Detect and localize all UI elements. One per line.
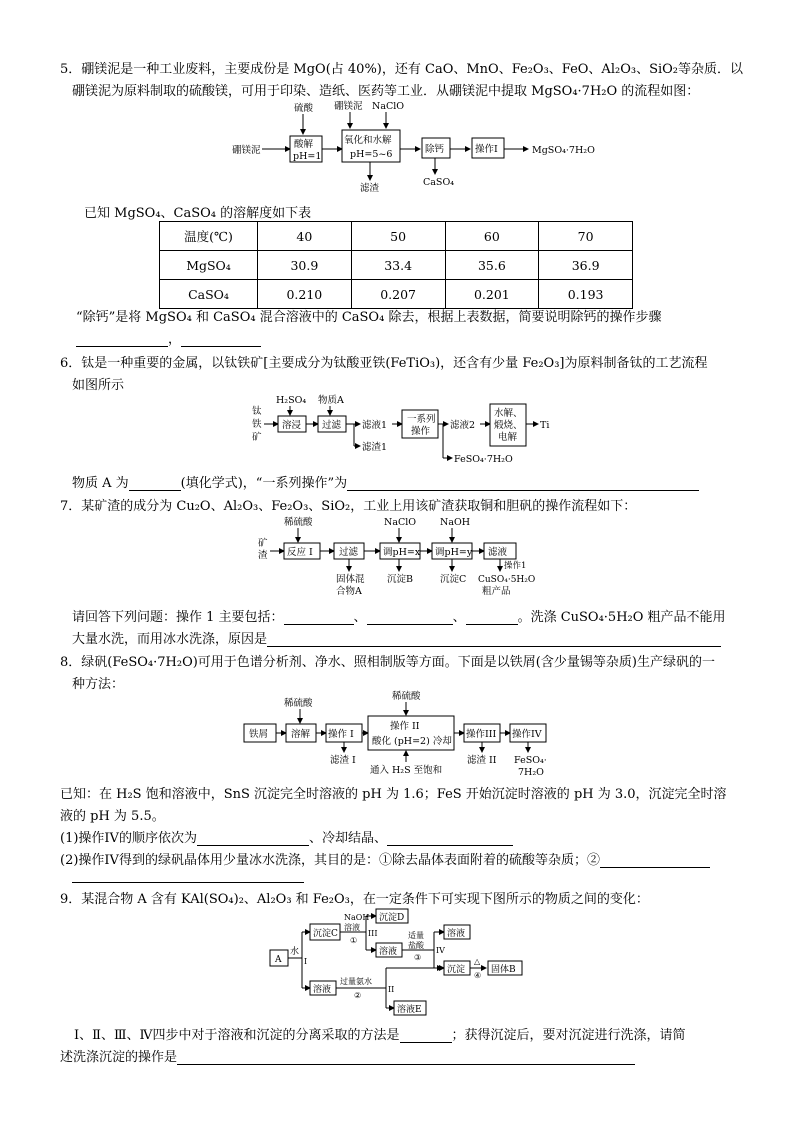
q5-ask: “除钙”是将 MgSO₄ 和 CaSO₄ 混合溶液中的 CaSO₄ 除去，根据上表数据，简要说明除钙的操作步骤 bbox=[76, 310, 662, 325]
q8-b4a: 操作 II bbox=[390, 721, 420, 732]
q8-b3: 操作 I bbox=[328, 729, 354, 740]
q7-b4: 调pH=y bbox=[435, 547, 473, 558]
q7-b5: 滤液 bbox=[488, 547, 508, 558]
answer-blank[interactable] bbox=[197, 832, 309, 846]
answer-blank[interactable] bbox=[600, 854, 710, 868]
answer-blank[interactable] bbox=[181, 333, 261, 347]
q5-reagent2: 硼镁泥 bbox=[334, 101, 363, 112]
q7-r2: NaClO bbox=[384, 517, 417, 528]
q5-box2-b: pH=5~6 bbox=[350, 149, 393, 160]
q7-flowchart bbox=[256, 513, 546, 601]
q6-end: Ti bbox=[540, 420, 550, 431]
table-row bbox=[160, 251, 633, 280]
q9-c2: ② bbox=[354, 991, 362, 1000]
q9-ans1: Ⅰ、Ⅱ、Ⅲ、Ⅳ四步中对于溶液和沉淀的分离采取的方法是 bbox=[74, 1028, 400, 1043]
q9-water: 水 bbox=[290, 947, 300, 957]
q5-reagent3: NaClO bbox=[372, 101, 405, 112]
q6-ans1: 物质 A 为 bbox=[72, 476, 129, 491]
answer-blank[interactable] bbox=[400, 1029, 452, 1043]
answer-blank[interactable] bbox=[387, 832, 513, 846]
answer-blank[interactable] bbox=[466, 611, 518, 625]
answer-blank[interactable] bbox=[284, 611, 354, 625]
q8-r2: 稀硫酸 bbox=[392, 691, 421, 702]
q8-b6: 操作IV bbox=[512, 729, 542, 740]
q7-sep: 、 bbox=[452, 610, 466, 625]
q7-ans2: 大量水洗，而用冰水洗涤，原因是 bbox=[72, 632, 268, 647]
q8-b2: 溶解 bbox=[291, 729, 311, 740]
answer-blank[interactable] bbox=[72, 870, 304, 883]
q7-answer-line1 bbox=[72, 606, 726, 625]
q9-l3: 溶液 bbox=[313, 985, 332, 995]
table-cell: 35.6 bbox=[445, 251, 539, 280]
q6-b4c: 电解 bbox=[498, 432, 518, 443]
q5-known: 已知 MgSO₄、CaSO₄ 的溶解度如下表 bbox=[84, 206, 312, 221]
q8-line2: 种方法： bbox=[72, 677, 125, 692]
q5-box4: 操作I bbox=[475, 144, 498, 155]
q5-box1-a: 酸解 bbox=[294, 139, 314, 150]
table-cell: 0.210 bbox=[258, 280, 352, 309]
q6-ans2: (填化学式)，“一系列操作”为 bbox=[180, 476, 348, 491]
answer-blank[interactable] bbox=[129, 477, 181, 491]
q7-start-1: 矿 bbox=[258, 538, 268, 549]
q6-f2b: FeSO₄·7H₂O bbox=[454, 454, 513, 465]
table-cell: 60 bbox=[445, 222, 539, 251]
q7-line1: 7．某矿渣的成分为 Cu₂O、Al₂O₃、Fe₂O₃、SiO₂，工业上用该矿渣获取铜和胆矾的操作流程如下： bbox=[60, 499, 637, 514]
q5-line1: 5．硼镁泥是一种工业废料，主要成份是 MgO(占 40%)，还有 CaO、MnO、Fe₂O₃、FeO、Al₂O₃、SiO₂等杂质．以 bbox=[60, 62, 743, 77]
q7-answer-line2 bbox=[72, 628, 721, 647]
q5-line2: 硼镁泥为原料制取的硫酸镁，可用于印染、造纸、医药等工业．从硼镁泥中提取 MgSO₄·7H₂O 的流程如图： bbox=[72, 84, 700, 99]
q8-o6b: 7H₂O bbox=[518, 767, 544, 778]
q6-answer-line bbox=[72, 472, 699, 491]
q6-r2: 物质A bbox=[318, 395, 344, 406]
q9-ans2: 述洗涤沉淀的操作是 bbox=[60, 1050, 178, 1065]
q9-hcl2: 盐酸 bbox=[408, 941, 424, 950]
table-cell: 0.207 bbox=[351, 280, 445, 309]
table-cell: 0.193 bbox=[539, 280, 633, 309]
q9-l1: 溶液 bbox=[379, 947, 398, 957]
q9-l2: 溶液 bbox=[447, 929, 466, 939]
q7-b3: 调pH=x bbox=[383, 547, 421, 558]
q7-o5b: CuSO₄·5H₂O bbox=[478, 575, 536, 585]
q7-o2b: 合物A bbox=[336, 586, 362, 597]
table-cell: 0.201 bbox=[445, 280, 539, 309]
q6-f2: 滤液2 bbox=[450, 420, 476, 431]
q8-known1: 已知：在 H₂S 饱和溶液中，SnS 沉淀完全时溶液的 pH 为 1.6；FeS 开始沉淀时溶液的 pH 为 3.0，沉淀完全时溶 bbox=[60, 787, 727, 802]
table-cell: CaSO₄ bbox=[160, 280, 258, 309]
q6-r1: H₂SO₄ bbox=[276, 395, 307, 406]
q6-b3a: 一系列 bbox=[407, 414, 436, 425]
q8-sub2: (2)操作IV得到的绿矾晶体用少量冰水洗涤，其目的是：①除去晶体表面附着的硫酸等杂质；② bbox=[60, 853, 600, 868]
q9-sol: 溶液 bbox=[344, 923, 360, 932]
table-row bbox=[160, 222, 633, 251]
q8-o5: 滤渣 II bbox=[467, 755, 497, 766]
q7-o3: 沉淀B bbox=[387, 574, 413, 585]
table-cell: 30.9 bbox=[258, 251, 352, 280]
q8-r1: 稀硫酸 bbox=[284, 698, 313, 709]
q9-e: 溶液E bbox=[397, 1005, 422, 1015]
q8-o3: 滤渣 I bbox=[330, 755, 356, 766]
q7-r1: 稀硫酸 bbox=[284, 517, 313, 528]
q6-b2: 过滤 bbox=[322, 420, 342, 431]
q6-b3b: 操作 bbox=[411, 426, 431, 437]
q9-c3: ③ bbox=[414, 953, 422, 962]
q8-o6a: FeSO₄· bbox=[514, 755, 547, 766]
q5-box2-a: 氧化和水解 bbox=[344, 135, 392, 146]
table-cell: MgSO₄ bbox=[160, 251, 258, 280]
q8-o4: 通入 H₂S 至饱和 bbox=[370, 765, 443, 776]
q5-product: MgSO₄·7H₂O bbox=[532, 145, 595, 156]
answer-blank[interactable] bbox=[367, 611, 453, 625]
q8-b5: 操作III bbox=[466, 729, 497, 740]
answer-blank[interactable] bbox=[347, 477, 699, 491]
q8-b1: 铁屑 bbox=[249, 729, 269, 740]
table-cell: 温度(℃) bbox=[160, 222, 258, 251]
q6-flowchart bbox=[250, 392, 560, 467]
q5-comma: ， bbox=[168, 332, 182, 347]
q9-flowchart bbox=[268, 908, 538, 1018]
q7-sep: 、 bbox=[353, 610, 367, 625]
q6-f1b: 滤渣1 bbox=[362, 442, 388, 453]
answer-blank[interactable] bbox=[177, 1051, 635, 1065]
q7-r3: NaOH bbox=[440, 517, 471, 528]
q7-start-2: 渣 bbox=[258, 550, 268, 561]
q8-sub1: (1)操作IV的顺序依次为 bbox=[60, 831, 197, 846]
q6-b4b: 煅烧、 bbox=[494, 420, 523, 431]
q5-reagent1: 硫酸 bbox=[294, 103, 314, 114]
q9-s2: II bbox=[388, 985, 395, 994]
q6-b4a: 水解、 bbox=[494, 408, 523, 419]
q5-flowchart bbox=[230, 98, 600, 198]
q9-heat: △ bbox=[474, 957, 481, 966]
q9-c4: ④ bbox=[474, 971, 482, 980]
q7-b1: 反应 I bbox=[287, 547, 313, 558]
q5-answer-line bbox=[76, 328, 261, 347]
q8-b4b: 酸化 (pH=2) 冷却 bbox=[372, 736, 452, 747]
q8-sub1-line bbox=[60, 827, 513, 846]
q6-b1: 溶浸 bbox=[282, 420, 302, 431]
q8-known2: 液的 pH 为 5.5。 bbox=[60, 809, 165, 824]
q9-s3: III bbox=[368, 929, 378, 938]
q9-ans1-end: ；获得沉淀后，要对沉淀进行洗涤，请简 bbox=[451, 1028, 686, 1043]
table-cell: 36.9 bbox=[539, 251, 633, 280]
q9-nh3: 过量氨水 bbox=[340, 977, 372, 986]
q8-flowchart bbox=[240, 690, 560, 778]
table-cell: 40 bbox=[258, 222, 352, 251]
q8-sub2-line bbox=[60, 849, 710, 868]
q5-start: 硼镁泥 bbox=[232, 145, 261, 156]
q6-line2: 如图所示 bbox=[72, 378, 125, 393]
q9-s4: IV bbox=[436, 946, 445, 955]
q9-naoh: NaOH bbox=[344, 913, 370, 922]
table-cell: 33.4 bbox=[351, 251, 445, 280]
q7-b2: 过滤 bbox=[339, 547, 359, 558]
q7-o2a: 固体混 bbox=[336, 574, 365, 585]
q9-c1: ① bbox=[350, 936, 358, 945]
q9-hcl1: 适量 bbox=[408, 931, 424, 940]
q9-a: A bbox=[275, 955, 282, 965]
q9-s1: I bbox=[304, 957, 308, 966]
table-cell: 50 bbox=[351, 222, 445, 251]
q9-p1: 沉淀C bbox=[313, 929, 338, 939]
answer-blank[interactable] bbox=[76, 333, 168, 347]
q7-ans1: 请回答下列问题：操作 1 主要包括： bbox=[72, 610, 284, 625]
q9-line1: 9．某混合物 A 含有 KAl(SO₄)₂、Al₂O₃ 和 Fe₂O₃，在一定条件下可实现下图所示的物质之间的变化： bbox=[60, 892, 649, 907]
table-row bbox=[160, 280, 633, 309]
q8-line1: 8．绿矾(FeSO₄·7H₂O)可用于色谱分析剂、净水、照相制版等方面。下面是以铁屑(含少量锡等杂质)生产绿矾的一 bbox=[60, 655, 715, 670]
q7-o5c: 粗产品 bbox=[482, 586, 511, 597]
q7-o4: 沉淀C bbox=[440, 574, 467, 585]
table-cell: 70 bbox=[539, 222, 633, 251]
q6-f1: 滤液1 bbox=[362, 420, 388, 431]
q9-answer-line2 bbox=[60, 1046, 635, 1065]
q6-start-3: 矿 bbox=[252, 432, 262, 443]
solubility-table bbox=[159, 221, 633, 309]
answer-blank[interactable] bbox=[267, 633, 721, 647]
q9-p2: 沉淀D bbox=[379, 913, 405, 923]
q9-b: 固体B bbox=[491, 965, 516, 975]
q7-o5a: 操作1 bbox=[504, 561, 527, 571]
q8-sub1-mid: 、冷却结晶、 bbox=[308, 831, 387, 846]
q7-ans1-end: 。洗涤 CuSO₄·5H₂O 粗产品不能用 bbox=[517, 610, 726, 625]
q9-answer-line1 bbox=[74, 1024, 686, 1043]
q6-line1: 6．钛是一种重要的金属，以钛铁矿[主要成分为钛酸亚铁(FeTiO₃)，还含有少量 Fe₂O₃]为原料制备钛的工艺流程 bbox=[60, 356, 708, 371]
q5-out3: CaSO₄ bbox=[423, 177, 455, 188]
q6-start-1: 钛 bbox=[252, 406, 262, 417]
q6-start-2: 铁 bbox=[252, 419, 262, 430]
q9-p3: 沉淀 bbox=[447, 965, 466, 975]
q5-box3: 除钙 bbox=[425, 144, 445, 155]
q5-box1-b: pH=1 bbox=[293, 151, 322, 162]
q5-out2: 滤渣 bbox=[360, 183, 380, 194]
